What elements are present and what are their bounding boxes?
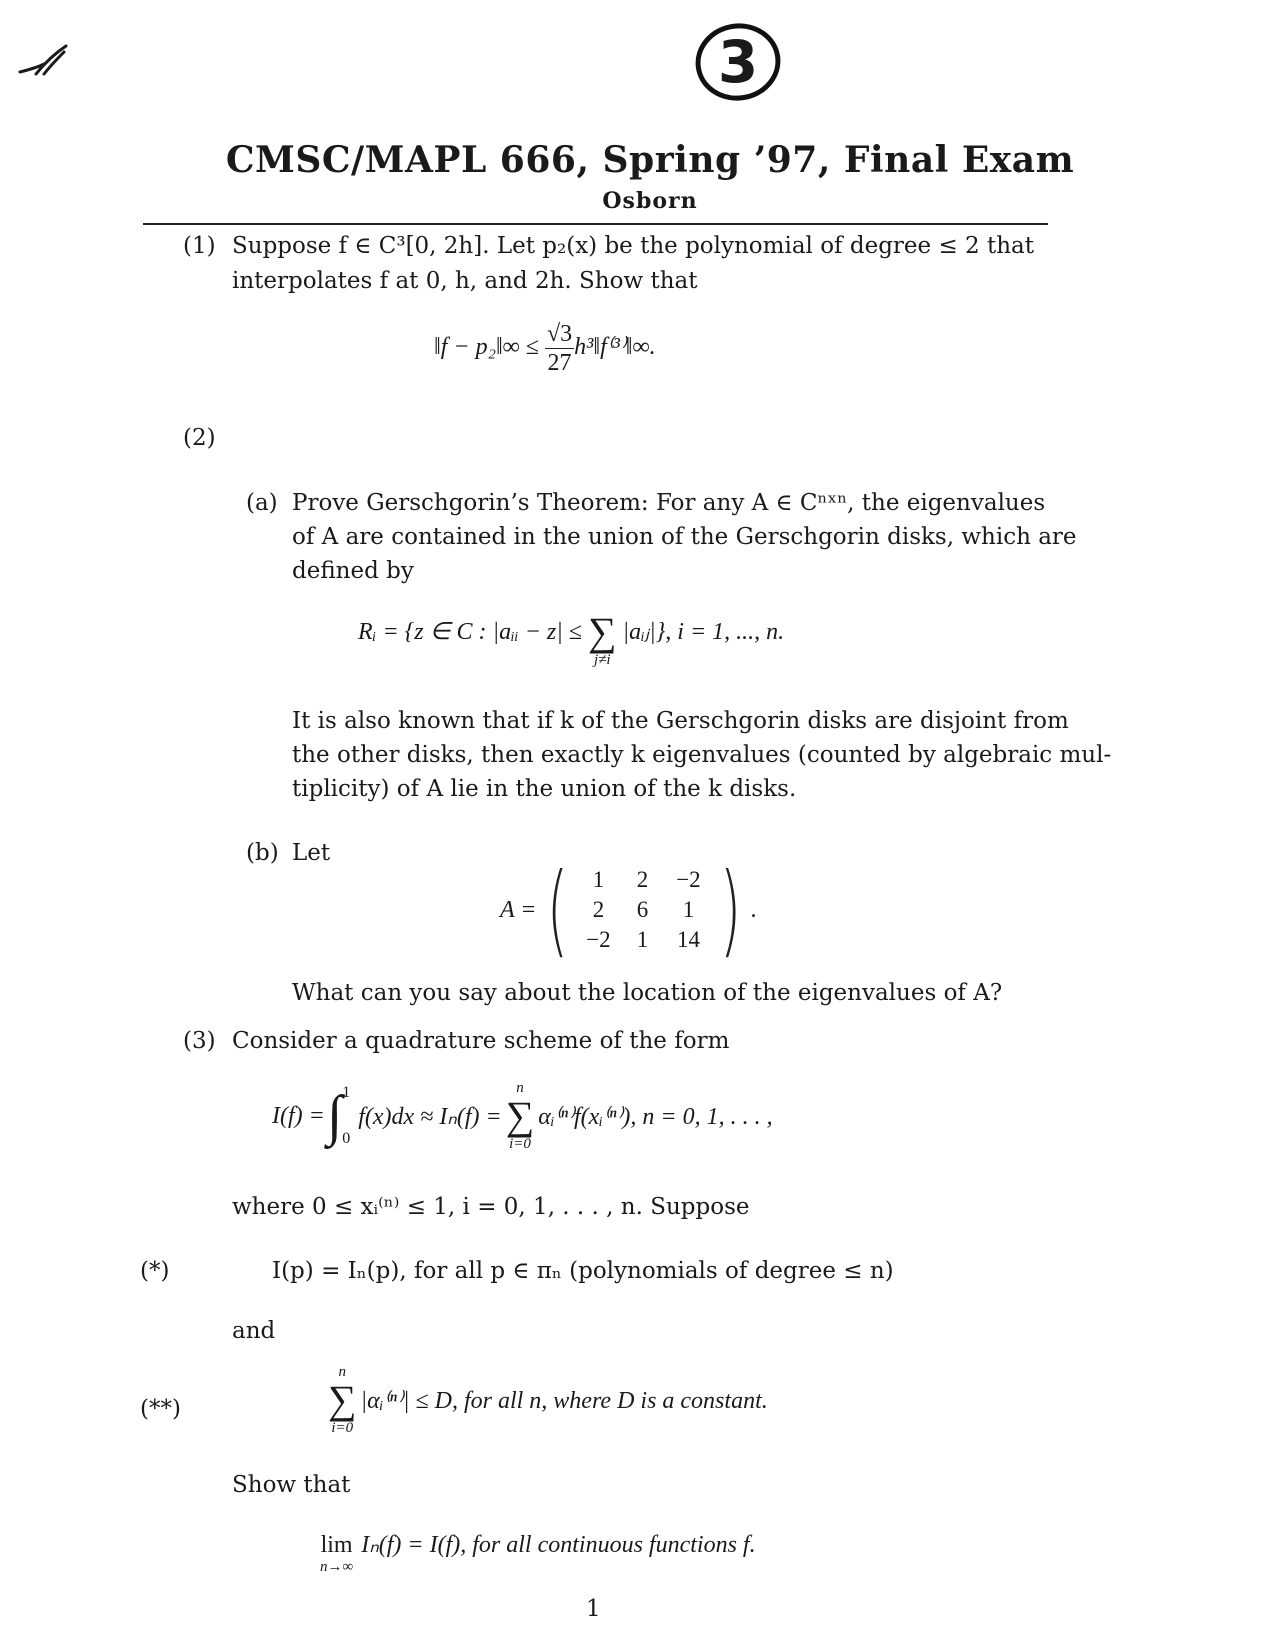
- matrix-cell: 2: [592, 897, 605, 922]
- matrix-cell: 2: [636, 867, 649, 892]
- sigma-symbol: ∑: [328, 1377, 357, 1422]
- integral-limits: [342, 1084, 350, 1148]
- exam-author: Osborn: [602, 188, 698, 214]
- q2b-question: What can you say about the location of the eigenvalues of A?: [292, 980, 1003, 1006]
- q3-eq-mid: f(x)dx ≈ Iₙ(f) =: [358, 1103, 502, 1130]
- q2-number: (2): [183, 425, 216, 451]
- q2b-text: Let: [292, 840, 331, 866]
- q3-sum-upper: n: [516, 1080, 524, 1096]
- q2b-matrix-equation: [500, 851, 757, 968]
- matrix-lhs: A =: [500, 896, 537, 923]
- limit-group: [320, 1530, 353, 1574]
- exam-title: CMSC/MAPL 666, Spring ’97, Final Exam: [225, 139, 1075, 181]
- q3-eq-sum: [506, 1080, 535, 1152]
- integral-symbol: ∫: [326, 1085, 343, 1147]
- q2a-line3: defined by: [292, 558, 414, 584]
- q2-eq-sum: [588, 609, 617, 668]
- q3-intro: Consider a quadrature scheme of the form: [232, 1028, 730, 1054]
- matrix-right-paren: ): [720, 851, 742, 968]
- q2-eq-right: |aᵢⱼ|}, i = 1, ..., n.: [622, 619, 785, 645]
- q1-line2: interpolates f at 0, h, and 2h. Show that: [232, 268, 698, 294]
- q3-star1-label: (*): [140, 1258, 170, 1284]
- q3-final: Iₙ(f) = I(f), for all continuous functions f.: [361, 1532, 756, 1558]
- circled-page-number: 3: [690, 20, 786, 104]
- q2a-para-line1: It is also known that if k of the Gerschgorin disks are disjoint from: [292, 708, 1069, 734]
- matrix-cell: 1: [636, 927, 649, 952]
- q3-star1-text: I(p) = Iₙ(p), for all p ∈ πₙ (polynomials of degree ≤ n): [272, 1258, 894, 1284]
- q3-star2-text: |αᵢ⁽ⁿ⁾| ≤ D, for all n, where D is a constant.: [360, 1387, 768, 1414]
- q1-equation: [434, 320, 656, 377]
- q3-where: where 0 ≤ xᵢ⁽ⁿ⁾ ≤ 1, i = 0, 1, . . . , n. Suppose: [232, 1194, 750, 1220]
- q2-eq-sum-lower: j≠i: [593, 652, 611, 668]
- int-lower: 0: [342, 1130, 351, 1147]
- q2b-label: (b): [246, 840, 279, 866]
- q3-number: (3): [183, 1028, 216, 1054]
- matrix-cell: 1: [592, 867, 605, 892]
- matrix-left-paren: (: [547, 851, 569, 968]
- footer-page-number: 1: [586, 1596, 601, 1622]
- q2-eq-left: Rᵢ = {z ∈ C : |aᵢᵢ − z| ≤: [358, 619, 582, 645]
- q2a-line2: of A are contained in the union of the Gerschgorin disks, which are: [292, 524, 1077, 550]
- star2-sum-lower: i=0: [331, 1420, 354, 1436]
- integral-group: [327, 1084, 350, 1148]
- handwritten-check-mark: [14, 34, 84, 84]
- matrix-grid: [577, 865, 711, 955]
- q3-eq-lhs: I(f) =: [272, 1102, 325, 1129]
- sigma-symbol: ∑: [505, 1093, 535, 1138]
- q3-show: Show that: [232, 1472, 351, 1498]
- q1-number: (1): [183, 233, 216, 259]
- q3-eq-rhs: αᵢ⁽ⁿ⁾f(xᵢ⁽ⁿ⁾), n = 0, 1, . . . ,: [538, 1103, 773, 1130]
- lim-sub: n→∞: [320, 1559, 354, 1575]
- header-rule: [143, 223, 1048, 225]
- int-upper: 1: [342, 1084, 351, 1101]
- q2-gerschgorin-equation: [358, 609, 785, 668]
- q3-star2-equation: [328, 1364, 768, 1436]
- q1-eq-num: √3: [546, 321, 573, 347]
- lim-word: lim: [320, 1532, 353, 1558]
- q3-quadrature-equation: [272, 1080, 773, 1152]
- matrix-cell: 1: [682, 897, 695, 922]
- q3-star2-label: (**): [140, 1396, 181, 1422]
- q1-eq-right: h³‖f⁽³⁾‖∞.: [574, 334, 656, 361]
- matrix-cell: −2: [586, 927, 611, 952]
- q3-and: and: [232, 1318, 276, 1344]
- matrix-cell: −2: [676, 867, 701, 892]
- q2a-para-line2: the other disks, then exactly k eigenvalues (counted by algebraic mul-: [292, 742, 1112, 768]
- q1-eq-den: 27: [547, 350, 572, 376]
- sigma-symbol: ∑: [588, 609, 617, 654]
- matrix-cell: 6: [636, 897, 649, 922]
- q2a-label: (a): [246, 490, 278, 516]
- q2a-para-line3: tiplicity) of A lie in the union of the k disks.: [292, 776, 797, 802]
- q1-line1: Suppose f ∈ C³[0, 2h]. Let p₂(x) be the polynomial of degree ≤ 2 that: [232, 233, 1034, 259]
- matrix-cell: 14: [676, 927, 700, 952]
- q1-eq-fraction: [545, 320, 574, 377]
- q2a-line1: Prove Gerschgorin’s Theorem: For any A ∈ Cⁿˣⁿ, the eigenvalues: [292, 490, 1046, 516]
- q3-star2-sum: [328, 1364, 357, 1436]
- star2-sum-upper: n: [338, 1364, 346, 1380]
- matrix-end: .: [750, 896, 757, 923]
- q3-sum-lower: i=0: [509, 1136, 531, 1152]
- q1-eq-left: ‖f − p₂‖∞ ≤: [434, 334, 545, 361]
- q3-limit-equation: [320, 1530, 756, 1574]
